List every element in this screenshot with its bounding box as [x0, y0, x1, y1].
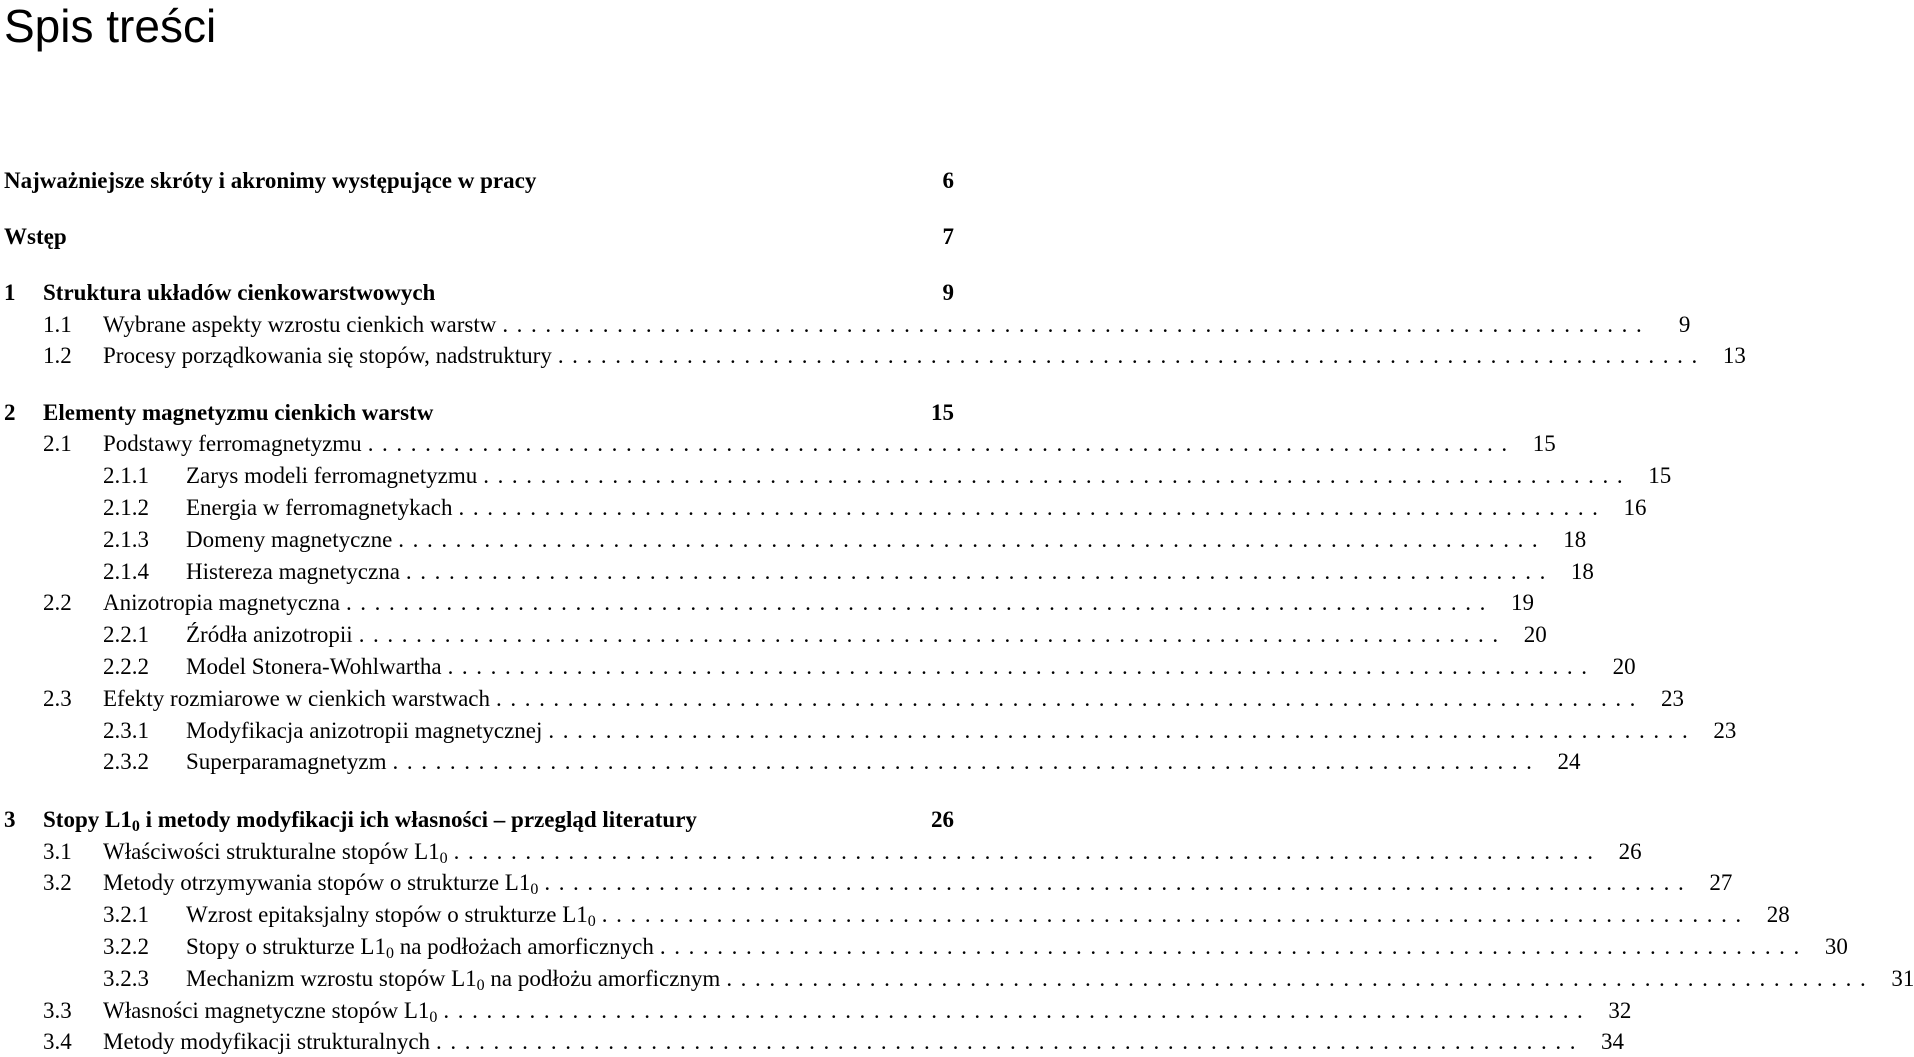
toc-entry-title: Najważniejsze skróty i akronimy występujące w pracy: [4, 168, 537, 193]
toc-entry[interactable]: [0, 1026, 1625, 1057]
toc-entry-number: 1.2: [43, 343, 72, 368]
toc-entry-number: 2: [4, 400, 16, 425]
toc-dot-leader: ................................................................................: [458, 495, 1607, 520]
page-title: Spis treści: [4, 0, 217, 52]
toc-entry-page: 6: [942, 168, 954, 193]
toc-entry[interactable]: [0, 428, 1556, 459]
toc-entry-title: Wzrost epitaksjalny stopów o strukturze $L1_0$: [186, 902, 596, 930]
toc-entry-title: Superparamagnetyzm: [186, 749, 387, 774]
toc-dot-leader: ................................................................................: [557, 343, 1706, 368]
toc-entry-title: Zarys modeli ferromagnetyzmu: [186, 463, 478, 488]
toc-entry[interactable]: [0, 651, 1636, 682]
toc-dot-leader: ................................................................................: [398, 527, 1547, 552]
toc-entry-page: 23: [1713, 718, 1737, 743]
toc-entry-title: Energia w ferromagnetykach: [186, 495, 453, 520]
toc-entry-page: 24: [1557, 749, 1581, 774]
toc-entry-page: 13: [1722, 343, 1746, 368]
toc-entry-number: 2.3.1: [103, 718, 149, 743]
toc-dot-leader: ................................................................................: [358, 622, 1507, 647]
toc-entry-title: Mechanizm wzrostu stopów $L1_0$ na podłożu amorficznym: [186, 966, 721, 994]
toc-entry-page: 31: [1891, 966, 1914, 991]
toc-dot-leader: ................................................................................: [453, 839, 1602, 864]
toc-entry[interactable]: [0, 963, 1914, 994]
toc-entry-number: 2.3: [43, 686, 72, 711]
toc-entry-number: 3.2.3: [103, 966, 149, 991]
toc-entry-title: Podstawy ferromagnetyzmu: [103, 431, 362, 456]
toc-entry-number: 2.2: [43, 590, 72, 615]
toc-entry-page: 27: [1709, 870, 1733, 895]
toc-dot-leader: ................................................................................: [436, 1029, 1585, 1054]
toc-dot-leader: ................................................................................: [726, 966, 1875, 991]
toc-dot-leader: ................................................................................: [544, 870, 1693, 895]
toc-entry[interactable]: [0, 556, 1594, 587]
toc-dot-leader: ................................................................................: [447, 654, 1596, 679]
toc-entry-title: Źródła anizotropii: [186, 622, 353, 647]
toc-dot-leader: ................................................................................: [345, 590, 1494, 615]
toc-dot-leader: ................................................................................: [548, 718, 1697, 743]
toc-entry-page: 15: [1532, 431, 1556, 456]
toc-entry-page: 9: [942, 280, 954, 305]
toc-entry-title: Elementy magnetyzmu cienkich warstw: [43, 400, 434, 425]
toc-entry-page: 9: [1678, 312, 1691, 337]
toc-entry-title: Procesy porządkowania się stopów, nadstruktury: [103, 343, 552, 368]
toc-entry-page: 23: [1661, 686, 1685, 711]
toc-entry-page: 18: [1563, 527, 1587, 552]
toc-entry[interactable]: [0, 309, 1691, 340]
toc-entry-page: 16: [1623, 495, 1647, 520]
toc-dot-leader: ................................................................................: [659, 934, 1808, 959]
toc-entry[interactable]: [0, 524, 1587, 555]
toc-entry-title: Metody modyfikacji strukturalnych: [103, 1029, 431, 1054]
toc-dot-leader: ................................................................................: [601, 902, 1750, 927]
toc-entry[interactable]: [0, 715, 1737, 746]
toc-entry-title: Histereza magnetyczna: [186, 559, 400, 584]
toc-entry[interactable]: [0, 995, 1632, 1026]
toc-entry-page: 26: [1618, 839, 1642, 864]
toc-entry[interactable]: [0, 492, 1647, 523]
toc-dot-leader: ................................................................................: [502, 312, 1651, 337]
toc-entry[interactable]: [0, 397, 954, 428]
toc-entry-page: 18: [1570, 559, 1594, 584]
toc-entry-title: Stopy o strukturze $L1_0$ na podłożach amorficznych: [186, 934, 654, 962]
toc-entry-number: 3.2.2: [103, 934, 149, 959]
toc-entry-title: Domeny magnetyczne: [186, 527, 393, 552]
toc-dot-leader: ................................................................................: [405, 559, 1554, 584]
toc-entry-number: 2.2.2: [103, 654, 149, 679]
toc-entry-title: Modyfikacja anizotropii magnetycznej: [186, 718, 543, 743]
toc-entry-page: 34: [1601, 1029, 1625, 1054]
toc-dot-leader: ................................................................................: [367, 431, 1516, 456]
toc-entry-number: 2.2.1: [103, 622, 149, 647]
toc-entry[interactable]: [0, 165, 954, 196]
toc-entry-number: 3.4: [43, 1029, 72, 1054]
toc-entry[interactable]: [0, 931, 1848, 962]
toc-entry-number: 3: [4, 807, 16, 832]
toc-entry-title: Wstęp: [4, 224, 67, 249]
toc-entry-page: 20: [1612, 654, 1636, 679]
toc-entry-page: 26: [931, 807, 954, 832]
toc-entry[interactable]: [0, 221, 954, 252]
toc-dot-leader: ................................................................................: [392, 749, 1541, 774]
toc-entry-number: 3.2: [43, 870, 72, 895]
toc-entry[interactable]: [0, 746, 1581, 777]
toc-entry[interactable]: [0, 683, 1685, 714]
toc-dot-leader: ................................................................................: [483, 463, 1632, 488]
toc-entry-page: 28: [1766, 902, 1790, 927]
toc-entry-number: 1.1: [43, 312, 72, 337]
toc-entry-title: Metody otrzymywania stopów o strukturze $L1_0$: [103, 870, 539, 898]
toc-entry-title: Anizotropia magnetyczna: [103, 590, 340, 615]
toc-entry[interactable]: [0, 277, 954, 308]
toc-entry[interactable]: [0, 867, 1733, 898]
toc-entry[interactable]: [0, 587, 1534, 618]
toc-entry-title: Struktura układów cienkowarstwowych: [43, 280, 436, 305]
toc-entry[interactable]: [0, 836, 1642, 867]
toc-entry[interactable]: [0, 899, 1790, 930]
toc-dot-leader: ................................................................................: [496, 686, 1645, 711]
toc-entry-page: 15: [931, 400, 954, 425]
toc-entry-title: Efekty rozmiarowe w cienkich warstwach: [103, 686, 491, 711]
toc-entry-page: 19: [1510, 590, 1534, 615]
toc-entry-page: 15: [1648, 463, 1672, 488]
toc-entry-title: Wybrane aspekty wzrostu cienkich warstw: [103, 312, 497, 337]
toc-entry-number: 2.1.2: [103, 495, 149, 520]
toc-entry-title: Własności magnetyczne stopów $L1_0$: [103, 998, 438, 1026]
toc-dot-leader: ................................................................................: [443, 998, 1592, 1023]
toc-entry-title: Właściwości strukturalne stopów $L1_0$: [103, 839, 448, 867]
toc-entry-number: 2.1: [43, 431, 72, 456]
toc-entry-number: 1: [4, 280, 16, 305]
toc-entry-number: 2.1.1: [103, 463, 149, 488]
toc-entry-page: 7: [942, 224, 954, 249]
toc-entry-title: Stopy $L1_0$ i metody modyfikacji ich własności – przegląd literatury: [43, 807, 697, 835]
toc-entry-page: 30: [1824, 934, 1848, 959]
toc-entry-number: 2.1.4: [103, 559, 149, 584]
toc-entry-number: 2.3.2: [103, 749, 149, 774]
toc-entry-number: 3.1: [43, 839, 72, 864]
toc-entry-number: 2.1.3: [103, 527, 149, 552]
toc-entry-number: 3.2.1: [103, 902, 149, 927]
toc-entry[interactable]: [0, 340, 1746, 371]
toc-entry-number: 3.3: [43, 998, 72, 1023]
toc-entry[interactable]: [0, 460, 1672, 491]
toc-entry[interactable]: [0, 619, 1547, 650]
toc-entry-page: 20: [1523, 622, 1547, 647]
toc-entry-title: Model Stonera-Wohlwartha: [186, 654, 442, 679]
toc-entry[interactable]: [0, 804, 954, 835]
toc-entry-page: 32: [1608, 998, 1632, 1023]
